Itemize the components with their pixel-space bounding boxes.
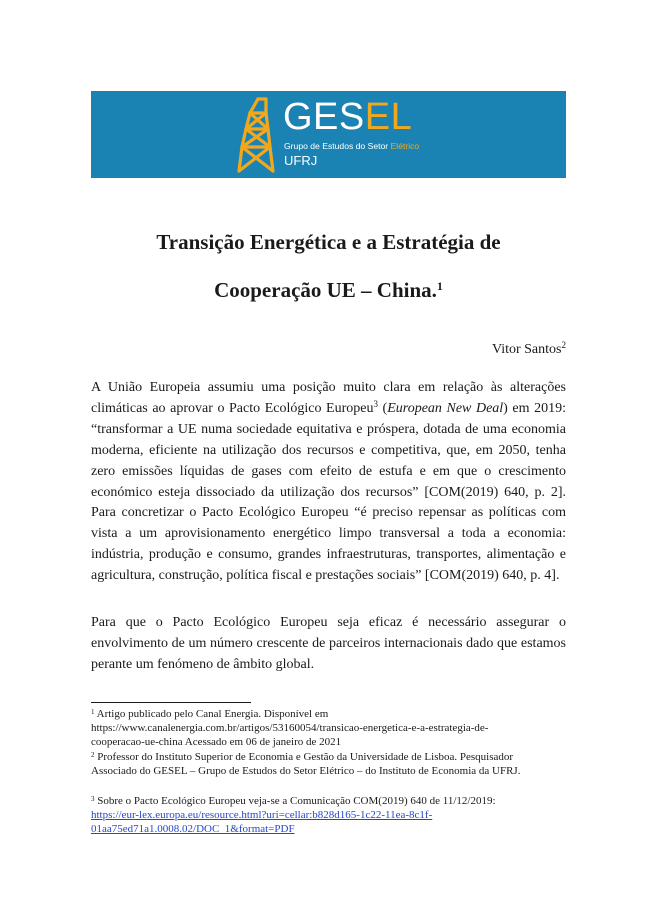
logo-university: UFRJ [284, 153, 318, 168]
footnote-3-text: Sobre o Pacto Ecológico Europeu veja-se a Comunicação COM(2019) 640 de 11/12/2019: [94, 795, 496, 807]
logo-subtitle [284, 141, 419, 151]
logo-subtitle-highlight: Elétrico [390, 141, 420, 151]
footnote-3-ref: 3 [91, 795, 95, 803]
document-title-line1: Transição Energética e a Estratégia de [156, 230, 501, 254]
footnote-1-line3: cooperacao-ue-china Acessado em 06 de janeiro de 2021 [91, 736, 342, 749]
author-name: Vitor Santos [491, 342, 562, 357]
footnote-2-line2: Associado do GESEL – Grupo de Estudos do Setor Elétrico – do Instituto de Economia da UFRJ. [91, 765, 521, 778]
p1-text-2: ( [377, 400, 388, 416]
footnote-3-link-line2[interactable]: 01aa75ed71a1.0008.02/DOC_1&format=PDF [91, 823, 295, 836]
body-paragraph-2: Para que o Pacto Ecológico Europeu seja eficaz é necessário assegurar o envolvimento de um número crescente de parceiros internacionais dado que estamos perante um fenómeno de âmbito global. [91, 615, 566, 672]
logo-subtitle-text: Grupo de Estudos do Setor [284, 141, 391, 151]
p1-text-3: ) em 2019: “transformar a UE numa sociedade equitativa e próspera, dotada de uma economia moderna, eficiente na utilização dos recursos e competitiva, que, em 2050, tenha zero emissões líquidas de gases com efeito de estufa e em que o crescimento económico esteja dissociado da utilização dos recursos” [COM(2019) 640, p. 2]. Para concretizar o Pacto Ecológico Europeu “é preciso repensar as políticas com vista a um aprovisionamento energético limpo transversal a toda a economia: indústria, produção e consumo, grandes infraestruturas, transportes, alimentação e agricultura, construção, política fiscal e prestações sociais” [COM(2019) 640, p. 4]. [91, 400, 566, 584]
logo-wordmark [283, 97, 412, 137]
logo-word-part1: GES [283, 96, 365, 138]
p1-footnote-ref: 3 [373, 398, 378, 409]
transmission-tower-icon [236, 97, 276, 173]
p1-text-1: A União Europeia assumiu uma posição muito clara em relação às alterações climáticas ao aprovar o Pacto Ecológico Europeu [91, 380, 566, 416]
footnote-3-link-line1[interactable]: https://eur-lex.europa.eu/resource.html?uri=cellar:b828d165-1c22-11ea-8c1f- [91, 809, 433, 822]
footnote-1-text: Artigo publicado pelo Canal Energia. Disponível em [94, 708, 329, 720]
footnote-1-ref: 1 [91, 708, 95, 716]
footnote-1-line1 [91, 707, 566, 721]
footnote-2-text: Professor do Instituto Superior de Economia e Gestão da Universidade de Lisboa. Pesquisador [94, 751, 514, 763]
footnote-2-line1 [91, 750, 566, 764]
document-title-line2 [91, 278, 566, 303]
footnote-1 [91, 707, 566, 750]
author [492, 340, 566, 358]
title-footnote-ref: 1 [436, 279, 443, 293]
footnote-2 [91, 750, 566, 778]
header-banner [91, 91, 566, 178]
title-text: Cooperação UE – China. [214, 278, 437, 302]
footnote-2-ref: 2 [91, 751, 95, 759]
footnote-3 [91, 794, 566, 837]
footnote-3-line1 [91, 794, 566, 808]
p1-italic-term: European New Deal [387, 400, 504, 416]
body-paragraph-1 [91, 378, 566, 587]
footnote-separator [91, 702, 251, 703]
logo-word-part2: EL [364, 96, 413, 138]
author-footnote-ref: 2 [561, 340, 566, 350]
footnote-1-line2: https://www.canalenergia.com.br/artigos/53160054/transicao-energetica-e-a-estrategia-de- [91, 722, 489, 735]
